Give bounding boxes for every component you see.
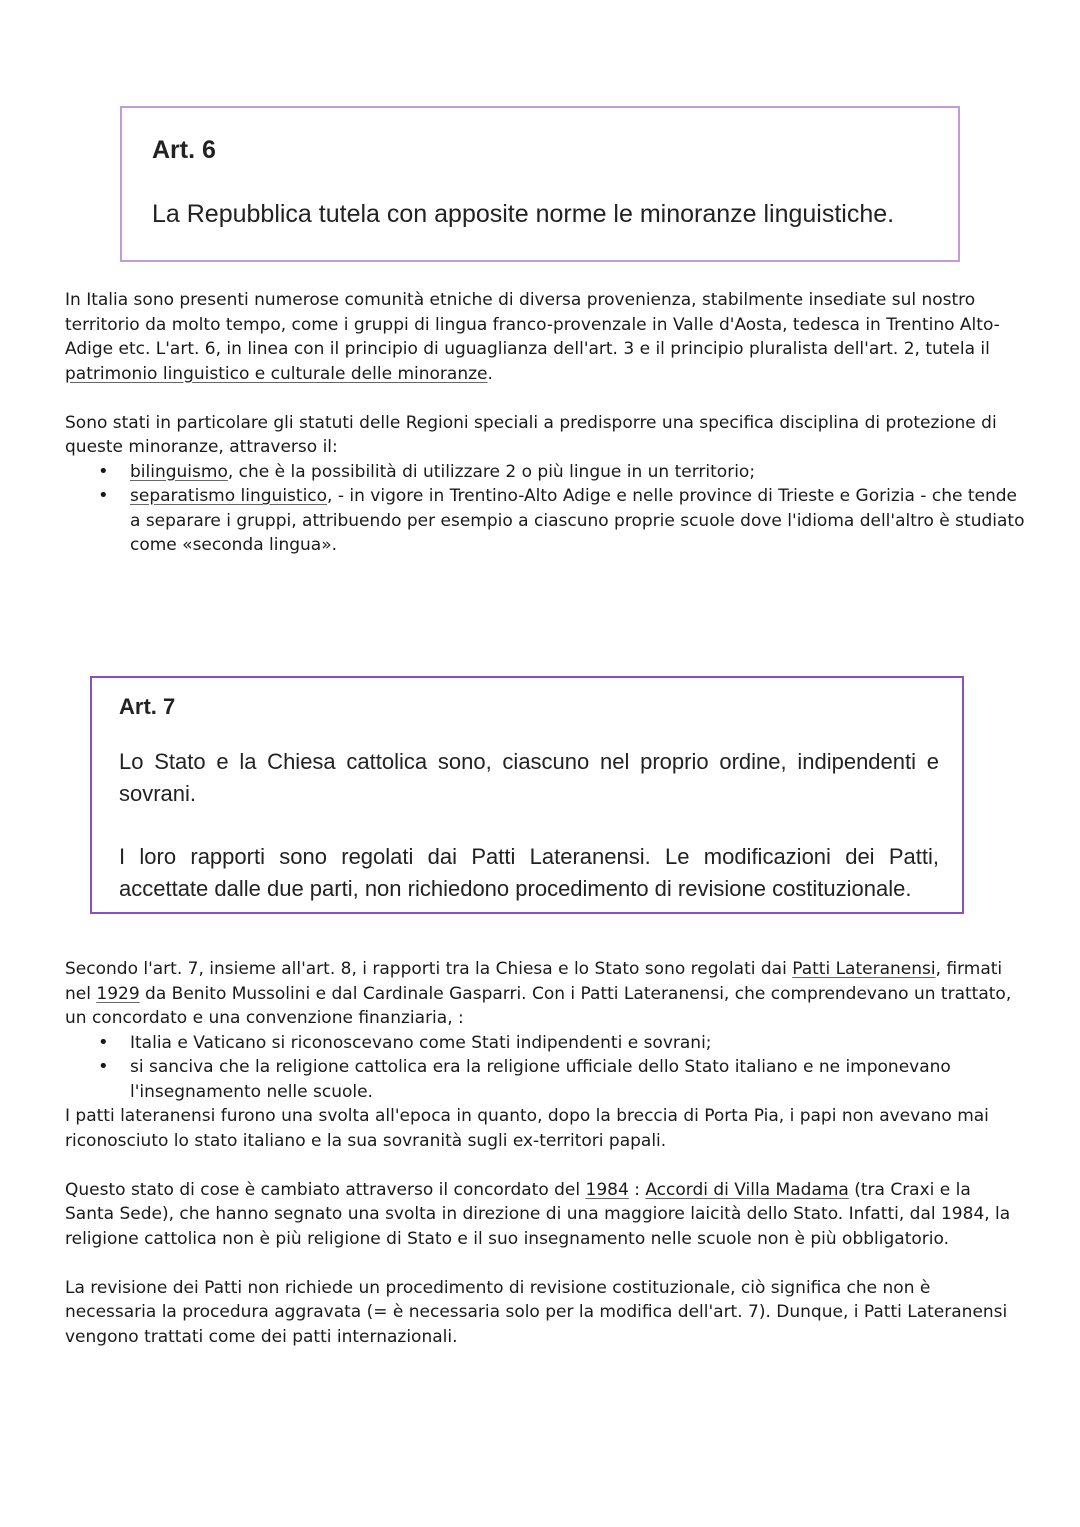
underlined-year: 1929 <box>96 983 140 1004</box>
list-item: • si sanciva che la religione cattolica era la religione ufficiale dello Stato italiano e ne imponevano l'insegnamento nelle scuole. <box>65 1055 1025 1104</box>
paragraph-minoranze <box>65 288 1025 386</box>
article-7-paragraph-1: Lo Stato e la Chiesa cattolica sono, ciascuno nel proprio ordine, indipendenti e sovrani. <box>119 749 939 806</box>
paragraph-text: (tra Craxi e la Santa Sede), che hanno segnato una svolta in direzione di una maggiore laicità dello Stato. Infatti, dal 1984, la religione cattolica non è più religione di Stato e il suo insegnamento nelle scuole non è più obbligatorio. <box>65 1179 1011 1249</box>
paragraph-text: : <box>628 1179 646 1200</box>
paragraph-porta-pia: I patti lateranensi furono una svolta all'epoca in quanto, dopo la breccia di Porta Pia, i papi non avevano mai riconosciuto lo stato italiano e la sua sovranità sugli ex-territori papali. <box>65 1106 989 1151</box>
article-6-box <box>120 106 960 262</box>
paragraph-text: da Benito Mussolini e dal Cardinale Gasparri. Con i Patti Lateranensi, che comprendevano un trattato, un concordato e una convenzione finanziaria, : <box>65 983 1012 1028</box>
underlined-term: Patti Lateranensi <box>792 959 936 979</box>
list-item: • Italia e Vaticano si riconoscevano come Stati indipendenti e sovrani; <box>65 1031 1025 1056</box>
underlined-year: 1984 <box>585 1179 629 1200</box>
paragraph-patti <box>65 957 1025 1031</box>
article-7-title: Art. 7 <box>119 694 176 719</box>
list-item-text: , - in vigore in Trentino-Alto Adige e nelle province di Trieste e Gorizia - che tende a separare i gruppi, attribuendo per esempio a ciascuno proprie scuole dove l'idioma dell'altro è studiato come «seconda lingua». <box>130 486 1025 555</box>
term-separatismo: separatismo linguistico <box>130 486 328 506</box>
bullet-list-2 <box>65 1031 1025 1105</box>
section-1-text <box>65 288 1025 558</box>
paragraph-text: , firmati nel <box>65 959 1003 1004</box>
list-item <box>65 460 1025 485</box>
paragraph-villa-madama <box>65 1178 1025 1252</box>
article-6-text: La Repubblica tutela con apposite norme le minoranze linguistiche. <box>152 200 895 228</box>
list-item <box>65 484 1025 558</box>
term-bilinguismo: bilinguismo <box>130 461 228 482</box>
paragraph-end: . <box>487 363 493 384</box>
paragraph-text: Secondo l'art. 7, insieme all'art. 8, i rapporti tra la Chiesa e lo Stato sono regolati dai <box>65 959 793 979</box>
article-6-title: Art. 6 <box>152 136 216 164</box>
paragraph-statuti: Sono stati in particolare gli statuti delle Regioni speciali a predisporre una specifica disciplina di protezione di queste minoranze, attraverso il: <box>65 412 997 457</box>
section-2-text <box>65 957 1025 1349</box>
underlined-term: patrimonio linguistico e culturale delle minoranze <box>65 363 488 384</box>
bullet-list-1 <box>65 460 1025 558</box>
list-item-text: , che è la possibilità di utilizzare 2 o più lingue in un territorio; <box>227 461 756 482</box>
paragraph-text: Questo stato di cose è cambiato attraverso il concordato del <box>65 1179 586 1200</box>
paragraph-revisione: La revisione dei Patti non richiede un procedimento di revisione costituzionale, ciò significa che non è necessaria la procedura aggravata (= è necessaria solo per la modifica dell'art. 7). Dunque, i Patti Lateranensi vengono trattati come dei patti internazionali. <box>65 1277 1008 1347</box>
article-7-paragraph-2: I loro rapporti sono regolati dai Patti Lateranensi. Le modificazioni dei Patti, accettate dalle due parti, non richiedono procedimento di revisione costituzionale. <box>119 844 939 901</box>
underlined-term: Accordi di Villa Madama <box>645 1179 849 1200</box>
paragraph-text: In Italia sono presenti numerose comunità etniche di diversa provenienza, stabilmente insediate sul nostro territorio da molto tempo, come i gruppi di lingua franco-provenzale in Valle d'Aosta, tedesca in Trentino Alto-Adige etc. L'art. 6, in linea con il principio di uguaglianza dell'art. 3 e il principio pluralista dell'art. 2, tutela il <box>65 290 1000 359</box>
article-7-box <box>90 676 964 914</box>
